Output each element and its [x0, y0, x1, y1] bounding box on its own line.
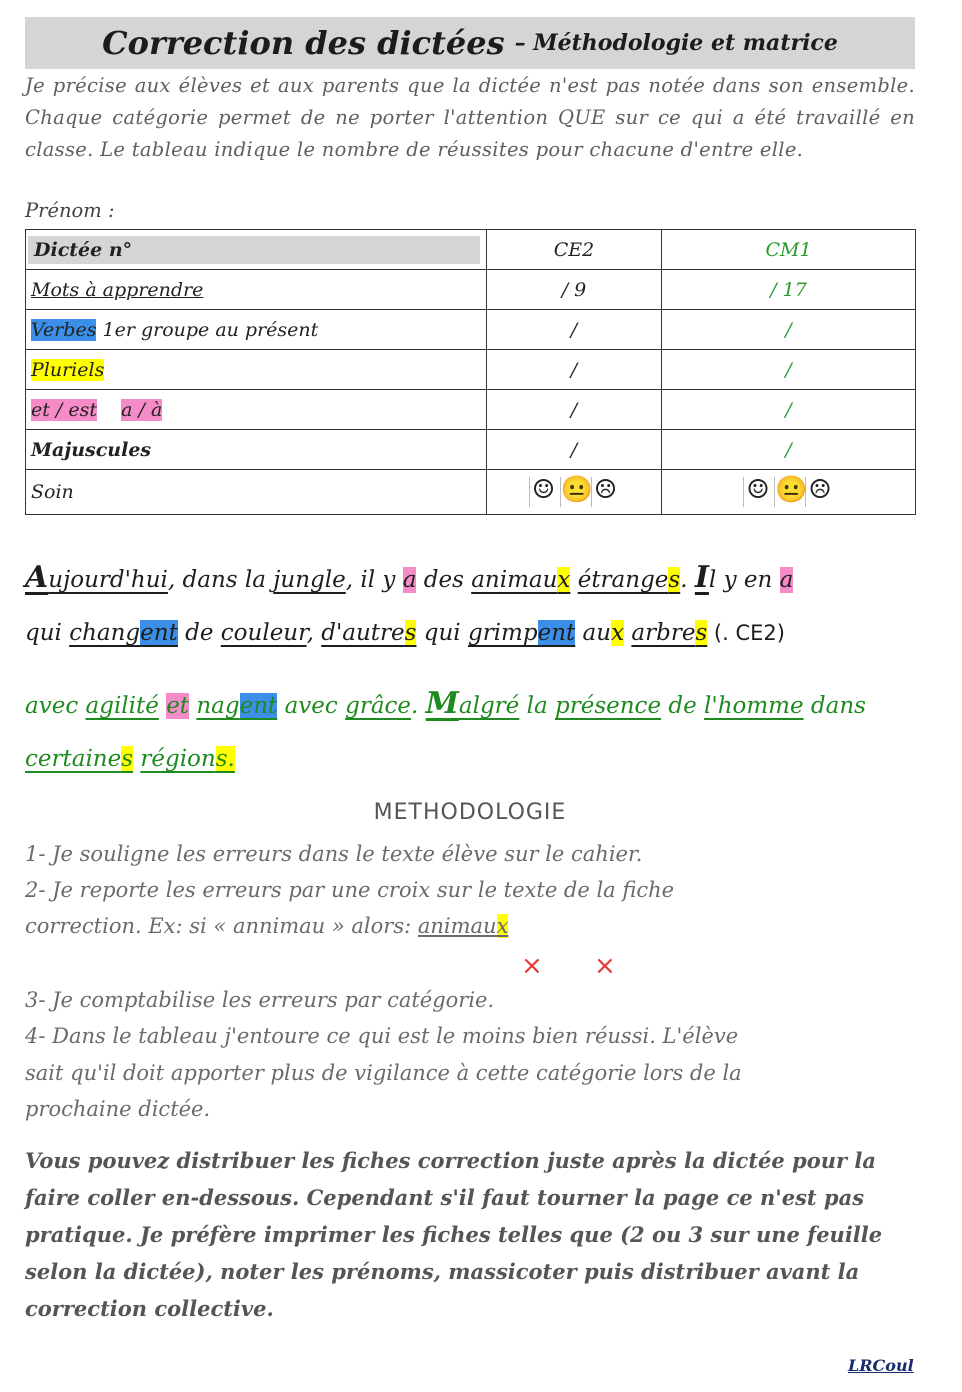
- dictee-text: .: [680, 567, 695, 593]
- score-ce2: / 9: [487, 270, 662, 310]
- method-step-2b: [25, 914, 508, 938]
- table-row: [26, 310, 916, 350]
- score-ce2: /: [487, 350, 662, 390]
- dictee-text: .: [411, 693, 426, 719]
- score-cm1: /: [662, 430, 916, 470]
- col-ce2-header: CE2: [487, 230, 662, 270]
- cross-mark-icon: ×: [594, 951, 616, 981]
- dictee-word: chang: [69, 620, 141, 646]
- row-label-mots: Mots à apprendre: [31, 278, 204, 301]
- signature: LRCoul: [848, 1356, 914, 1375]
- dictee-word: A: [25, 560, 49, 595]
- dictee-line-2: [25, 620, 925, 646]
- dictee-text: de: [661, 693, 705, 719]
- score-table: [25, 229, 916, 515]
- score-cm1: / 17: [662, 270, 916, 310]
- dictee-word: couleur: [220, 620, 307, 646]
- dictee-word: nag: [196, 693, 240, 719]
- dictee-word: région: [140, 746, 216, 772]
- table-row: [26, 390, 916, 430]
- dictee-level-tag: (. CE2): [707, 621, 785, 645]
- dictee-text: , dans la: [167, 567, 274, 593]
- method-example-text: correction. Ex: si « annimau » alors:: [25, 914, 418, 938]
- method-step-2a: 2- Je reporte les erreurs par une croix sur le texte de la fiche: [25, 878, 675, 902]
- method-step-4b: sait qu'il doit apporter plus de vigilance à cette catégorie lors de la: [25, 1061, 742, 1085]
- score-ce2: /: [487, 310, 662, 350]
- table-header-row: [26, 230, 916, 270]
- cross-mark-icon: ×: [521, 951, 543, 981]
- score-ce2: /: [487, 430, 662, 470]
- method-step-3: 3- Je comptabilise les erreurs par catégorie.: [25, 988, 495, 1012]
- prenom-label: Prénom :: [25, 199, 115, 222]
- dictee-word: algré: [458, 693, 520, 719]
- score-cm1: /: [662, 310, 916, 350]
- method-example-hl: x: [496, 914, 509, 938]
- dictee-hl-yellow: s: [404, 620, 417, 646]
- col-cm1-header: CM1: [662, 230, 916, 270]
- row-label-pluriels: Pluriels: [31, 358, 105, 381]
- page-subtitle: – Méthodologie et matrice: [514, 30, 838, 56]
- neutral-face-icon: 😐: [775, 475, 808, 505]
- dictee-hl-pink: a: [779, 567, 794, 593]
- dictee-hl-yellow: s: [695, 620, 708, 646]
- dictee-word: grimp: [467, 620, 538, 646]
- page-title: Correction des dictées: [102, 24, 505, 62]
- dictee-text: au: [575, 620, 612, 646]
- dictee-text: la: [519, 693, 555, 719]
- dictee-hl-blue: ent: [537, 620, 576, 646]
- dictee-text: dans: [803, 693, 866, 719]
- dictee-word: présence: [555, 693, 662, 719]
- dictee-word: I: [694, 560, 709, 595]
- dictee-word: certaine: [25, 746, 122, 772]
- score-ce2: /: [487, 390, 662, 430]
- method-example-word: animau: [417, 914, 497, 938]
- dictee-hl-yellow: s: [668, 567, 681, 593]
- score-cm1: /: [662, 350, 916, 390]
- method-title: METHODOLOGIE: [373, 800, 567, 825]
- dictee-word: jungle: [273, 567, 346, 593]
- dictee-word: agilité: [85, 693, 159, 719]
- row-label-majuscules: Majuscules: [31, 438, 152, 461]
- dictee-word: d'autre: [321, 620, 405, 646]
- dictee-word: arbre: [631, 620, 696, 646]
- table-row: [26, 270, 916, 310]
- method-step-4c: prochaine dictée.: [25, 1097, 211, 1121]
- method-step-1: 1- Je souligne les erreurs dans le texte élève sur le cahier.: [25, 842, 643, 866]
- dictee-text: des: [416, 567, 472, 593]
- row-label-soin: Soin: [31, 481, 74, 503]
- dictee-line-4: [25, 746, 925, 772]
- row-label-verbes: Verbes: [31, 318, 97, 341]
- dictee-text: avec: [25, 693, 86, 719]
- table-row: [26, 350, 916, 390]
- happy-face-icon: ☺: [743, 477, 772, 507]
- dictee-word: M: [425, 686, 459, 721]
- dictee-hl-pink: et: [166, 693, 190, 719]
- row-label-verbes-rest: 1er groupe au présent: [96, 318, 319, 341]
- dictee-text: avec: [277, 693, 346, 719]
- dictee-hl-pink: a: [402, 567, 417, 593]
- sad-face-icon: ☹: [805, 477, 834, 507]
- dictee-word: grâce: [345, 693, 412, 719]
- soin-faces-cm1: [743, 477, 834, 507]
- title-bar: [25, 17, 915, 69]
- neutral-face-icon: 😐: [560, 475, 593, 505]
- dictee-hl-yellow: x: [611, 620, 625, 646]
- dictee-text: qui: [25, 620, 70, 646]
- dictee-number-label: Dictée n°: [28, 236, 480, 264]
- dictee-hl-blue: ent: [140, 620, 178, 646]
- happy-face-icon: ☺: [529, 477, 558, 507]
- method-step-4a: 4- Dans le tableau j'entoure ce qui est le moins bien réussi. L'élève: [25, 1024, 739, 1048]
- dictee-hl-yellow: s.: [215, 746, 235, 772]
- dictee-word: ujourd'hui: [48, 567, 168, 593]
- dictee-text: [570, 567, 577, 593]
- intro-paragraph: Je précise aux élèves et aux parents que la dictée n'est pas notée dans son ensemble. Chaque catégorie permet de ne porter l'attention QUE sur ce qui a été travaillé en classe. Le tableau indique le nombre de réussites pour chacune d'entre elle.: [25, 74, 915, 161]
- dictee-hl-yellow: x: [557, 567, 571, 593]
- dictee-text: , il y: [345, 567, 403, 593]
- dictee-hl-yellow: s: [121, 746, 134, 772]
- table-row: [26, 430, 916, 470]
- score-cm1: /: [662, 390, 916, 430]
- dictee-line-3: [25, 686, 925, 721]
- dictee-line-1: [25, 560, 925, 595]
- dictee-hl-blue: ent: [239, 693, 278, 719]
- dictee-text: de: [177, 620, 221, 646]
- dictee-word: animau: [471, 567, 558, 593]
- row-label-et-est: et / est: [31, 398, 97, 421]
- dictee-word: l'homme: [704, 693, 804, 719]
- dictee-text: l y en: [708, 567, 780, 593]
- table-row: [26, 470, 916, 515]
- row-label-a-a: a / à: [121, 398, 163, 421]
- dictee-text: qui: [416, 620, 468, 646]
- dictee-text: ,: [306, 620, 322, 646]
- soin-faces-ce2: [529, 477, 620, 507]
- outro-paragraph: Vous pouvez distribuer les fiches correction juste après la dictée pour la faire coller en-dessous. Cependant s'il faut tourner la page ce n'est pas pratique. Je préfère imprimer les fiches telles que (2 ou 3 sur une feuille selon la dictée), noter les prénoms, massicoter puis distribuer avant la correction collective.: [25, 1148, 883, 1321]
- sad-face-icon: ☹: [591, 477, 620, 507]
- dictee-word: étrange: [577, 567, 669, 593]
